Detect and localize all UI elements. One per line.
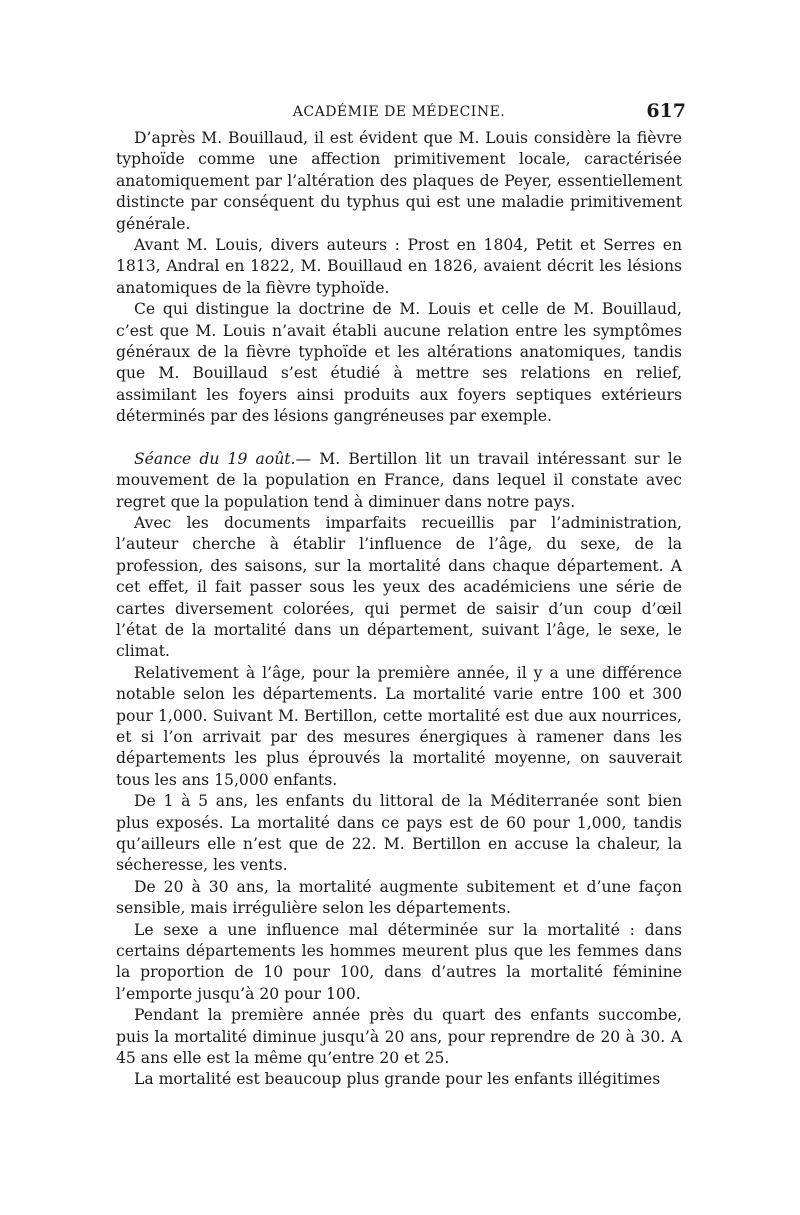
paragraph: Relativement à l’âge, pour la première année, il y a une différence notable selon les départements. La mortalité varie entre 100 et 300 pour 1,000. Suivant M. Bertillon, cette mortalité est due aux nourrices, et si l’on arrivait par des mesures énergiques à ramener dans les départements les plus éprouvés la mortalité moyenne, on sauverait tous les ans 15,000 enfants. — [116, 663, 682, 789]
paragraph: D’après M. Bouillaud, il est évident que M. Louis considère la fièvre typhoïde comme une affection primitivement locale, caractérisée anatomiquement par l’altération des plaques de Peyer, essentiellement distincte par conséquent du typhus qui est une maladie primitivement générale. — [116, 129, 682, 233]
seance-text: — M. Bertillon lit un travail intéressant sur le mouvement de la population en France, dans lequel il constate avec regret que la population tend à diminuer dans notre pays. — [116, 449, 683, 511]
seance-paragraph — [116, 449, 682, 513]
running-head — [116, 100, 686, 124]
paragraph: Avant M. Louis, divers auteurs : Prost en 1804, Petit et Serres en 1813, Andral en 1822, M. Bouillaud en 1826, avaient décrit les lésions anatomiques de la fièvre typhoïde. — [116, 236, 682, 297]
book-page — [116, 100, 686, 1091]
paragraph: Pendant la première année près du quart des enfants succombe, puis la mortalité diminue jusqu’à 20 ans, pour reprendre de 20 à 30. A 45 ans elle est la même qu’entre 20 et 25. — [116, 1006, 682, 1068]
seance-label: Séance du 19 août. — [134, 449, 296, 468]
paragraph: De 20 à 30 ans, la mortalité augmente subitement et d’une façon sensible, mais irrégulière selon les départements. — [116, 877, 682, 918]
paragraph: Ce qui distingue la doctrine de M. Louis et celle de M. Bouillaud, c’est que M. Louis n’avait établi aucune relation entre les symptômes généraux de la fièvre typhoïde et les altérations anatomiques, tandis que M. Bouillaud s’est étudié à mettre ses relations en relief, assimilant les foyers ainsi produits aux foyers septiques extérieurs déterminés par des lésions gangréneuses par exemple. — [116, 300, 682, 426]
section-gap — [116, 428, 682, 449]
page-number: 617 — [646, 100, 686, 122]
paragraph: De 1 à 5 ans, les enfants du littoral de la Méditerranée sont bien plus exposés. La mortalité dans ce pays est de 60 pour 1,000, tandis qu’ailleurs elle n’est que de 22. M. Bertillon en accuse la chaleur, la sécheresse, les vents. — [116, 792, 682, 875]
paragraph: Le sexe a une influence mal déterminée sur la mortalité : dans certains départements les hommes meurent plus que les femmes dans la proportion de 10 pour 100, dans d’autres la mortalité féminine l’emporte jusqu’à 20 pour 100. — [116, 920, 682, 1003]
paragraph: Avec les documents imparfaits recueillis par l’administration, l’auteur cherche à établir l’influence de l’âge, du sexe, de la profession, des saisons, sur la mortalité dans chaque département. A cet effet, il fait passer sous les yeux des académiciens une série de cartes diversement colorées, qui permet de saisir d’un coup d’œil l’état de la mortalité dans un département, suivant l’âge, le sexe, le climat. — [116, 513, 682, 661]
running-title: ACADÉMIE DE MÉDECINE. — [292, 104, 506, 120]
paragraph: La mortalité est beaucoup plus grande pour les enfants illégitimes — [134, 1070, 661, 1089]
